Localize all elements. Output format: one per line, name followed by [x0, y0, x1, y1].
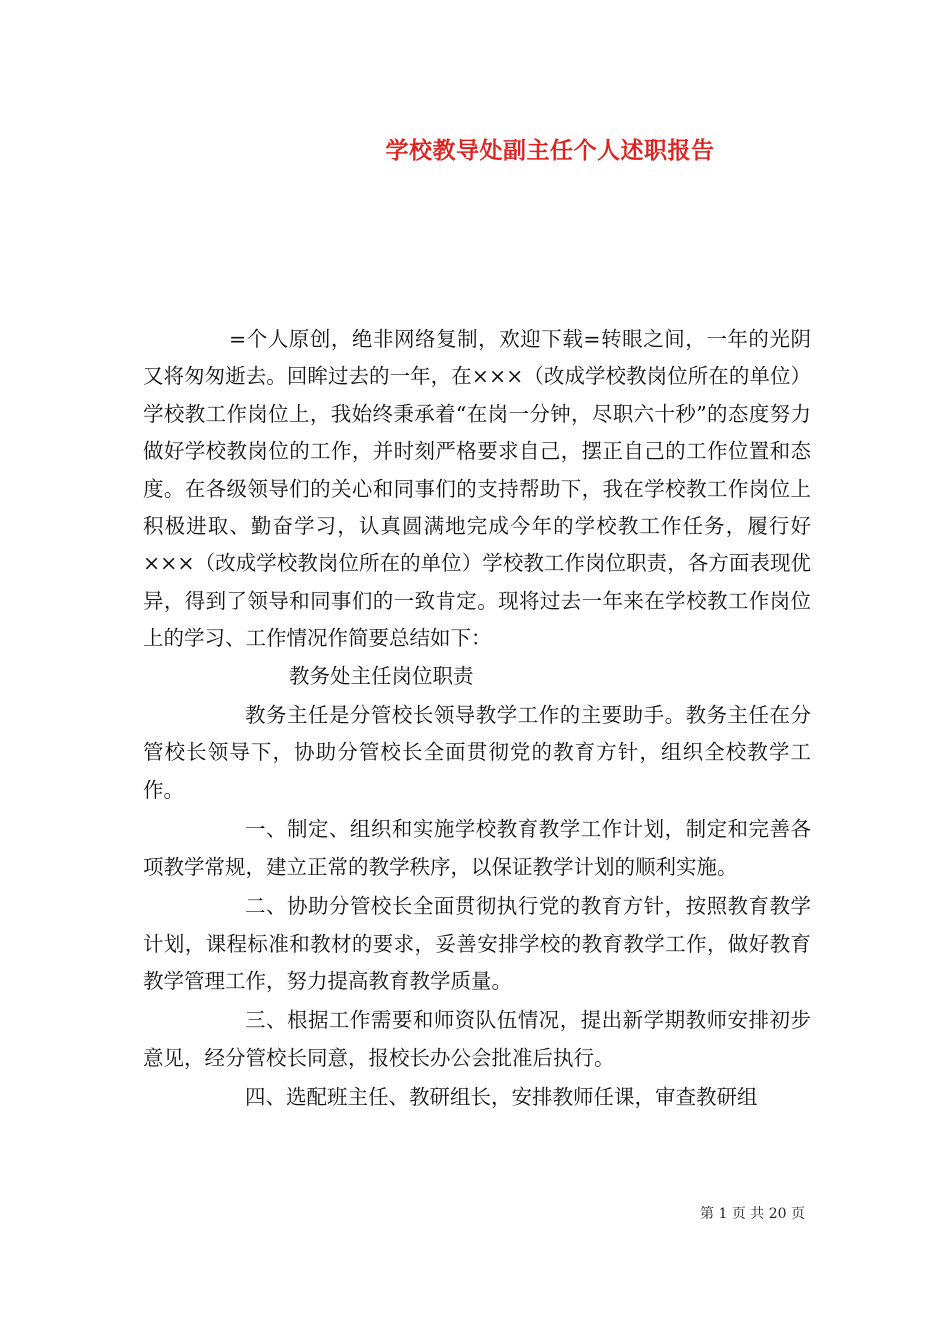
- paragraph-duty-overview: 教务主任是分管校长领导教学工作的主要助手。教务主任在分管校长领导下，协助分管校长全面贯彻党的教育方针，组织全校教学工作。: [143, 703, 811, 802]
- document-body: [143, 321, 811, 1117]
- section-subheading: 教务处主任岗位职责: [289, 663, 474, 688]
- paragraph-item-1: 一、制定、组织和实施学校教育教学工作计划，制定和完善各项教学常规，建立正常的教学秩序，以保证教学计划的顺利实施。: [143, 817, 811, 879]
- document-title: 学校教导处副主任个人述职报告: [385, 137, 715, 164]
- page-footer: 第 1 页 共 20 页: [700, 1206, 805, 1222]
- paragraph-item-3: 三、根据工作需要和师资队伍情况，提出新学期教师安排初步意见，经分管校长同意，报校长办公会批准后执行。: [143, 1008, 811, 1070]
- intro-paragraph: =个人原创，绝非网络复制，欢迎下载=转眼之间，一年的光阴又将匆匆逝去。回眸过去的一年，在×××（改成学校教岗位所在的单位）学校教工作岗位上，我始终秉承着“在岗一分钟，尽职六十秒”的态度努力做好学校教岗位的工作，并时刻严格要求自己，摆正自己的工作位置和态度。在各级领导们的关心和同事们的支持帮助下，我在学校教工作岗位上积极进取、勤奋学习，认真圆满地完成今年的学校教工作任务，履行好×××（改成学校教岗位所在的单位）学校教工作岗位职责，各方面表现优异，得到了领导和同事们的一致肯定。现将过去一年来在学校教工作岗位上的学习、工作情况作简要总结如下：: [143, 327, 811, 651]
- paragraph-item-4: 四、选配班主任、教研组长，安排教师任课，审查教研组: [245, 1085, 758, 1110]
- paragraph-item-2: 二、协助分管校长全面贯彻执行党的教育方针，按照教育教学计划，课程标准和教材的要求，妥善安排学校的教育教学工作，做好教育教学管理工作，努力提高教育教学质量。: [143, 894, 811, 993]
